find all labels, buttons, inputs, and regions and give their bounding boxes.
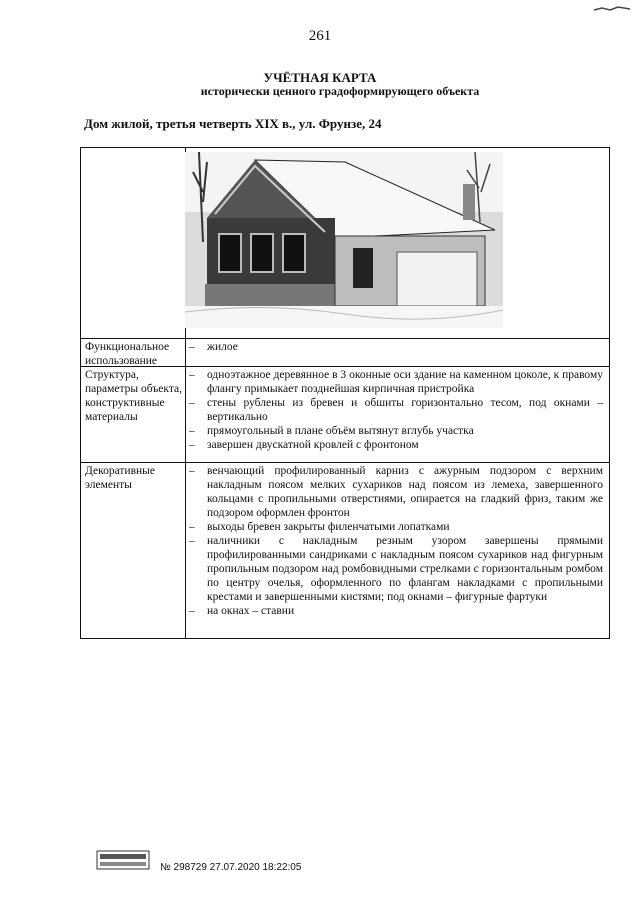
row-decor: [81, 462, 609, 638]
list-item: – одноэтажное деревянное в 3 оконные оси здание на каменном цоколе, к правому флангу примыкает позднейшая кирпичная пристройка: [189, 369, 603, 395]
list-item: – прямоугольный в плане объём вытянут вглубь участка: [189, 425, 474, 437]
object-heading: Дом жилой, третья четверть XIX в., ул. Фрунзе, 24: [84, 116, 382, 131]
row-function: [81, 338, 609, 367]
list-item: – выходы бревен закрыты филенчатыми лопатками: [189, 521, 450, 533]
list-item: – стены рублены из бревен и обшиты горизонтально тесом, под окнами – вертикально: [189, 397, 603, 423]
list-item: – наличники с накладным резным узором завершены прямыми профилированными сандриками с накладным поясом сухариков над фигурным пропильным подзором над ромбовидными стрелками с горизонтальным ромбом по центру очелья, оформленного по флангам накладками с пропильными крестами и завершенными кистями; под окнами – фигурные фартуки: [189, 535, 603, 603]
page-number: 261: [308, 28, 332, 44]
document-subtitle: исторически ценного градоформирующего объекта: [200, 84, 480, 98]
document-title: УЧЁТНАЯ КАРТА: [263, 70, 377, 85]
list-item: – завершен двускатной кровлей с фронтоном: [189, 439, 419, 451]
record-card-table: [80, 147, 610, 639]
row-label: Декоративные элементы: [85, 465, 155, 491]
row-content: [189, 340, 603, 354]
scan-corner-mark: [592, 4, 632, 14]
house-photo: [185, 152, 503, 328]
photo-row: [81, 148, 609, 339]
row-content: [189, 368, 603, 452]
row-structure: [81, 366, 609, 463]
registry-stamp: [96, 850, 150, 870]
list-item: – жилое: [189, 341, 238, 353]
list-item: – на окнах – ставни: [189, 605, 295, 617]
row-content: [189, 464, 603, 618]
row-label: Структура, параметры объекта, конструктивные материалы: [85, 369, 182, 423]
registration-number: № 298729 27.07.2020 18:22:05: [160, 862, 302, 873]
row-label: Функциональное использование: [85, 341, 170, 367]
list-item: – венчающий профилированный карниз с ажурным подзором с верхним накладным поясом мелких сухариков над поясом из лемеха, завершенного кольцами с пропильными отверстиями, опирается на гладкий фриз, таким же подзором оформлен фронтон: [189, 465, 603, 519]
